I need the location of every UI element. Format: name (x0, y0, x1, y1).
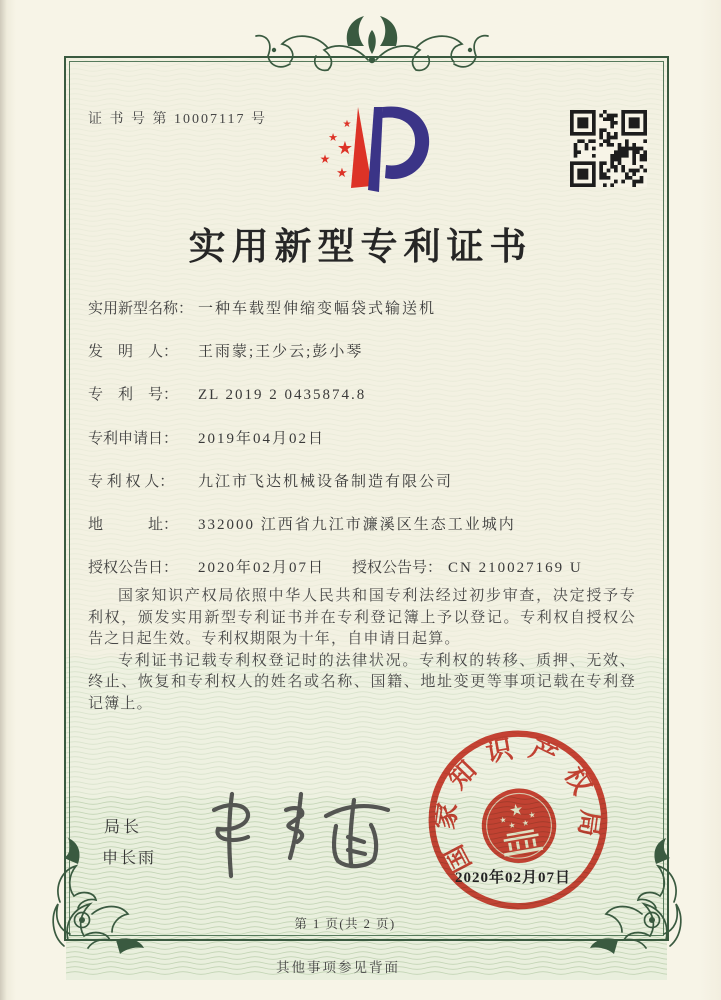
field-row-patentee (88, 470, 648, 513)
svg-text:★: ★ (336, 138, 354, 159)
field-row-name (88, 297, 648, 340)
logo-p-stem (368, 107, 383, 192)
field-label: 实用新型名称： (88, 301, 194, 317)
svg-text:★: ★ (507, 820, 517, 831)
seal-date: 2020年02月07日 (454, 870, 571, 886)
director-signature (198, 782, 403, 882)
field-label: 发 明 人： (88, 344, 179, 361)
grant-date-value: 2020年02月07日 (198, 560, 326, 577)
director-title: 局长 (104, 819, 143, 836)
see-reverse-note: 其他事项参见背面 (276, 960, 400, 975)
field-label: 专 利 权 人： (88, 473, 175, 490)
field-value: 王雨蒙;王少云;彭小琴 (198, 344, 364, 361)
field-value: ZL 2019 2 0435874.8 (198, 387, 367, 404)
top-border-ornament (256, 16, 488, 70)
field-label: 专利申请日： (88, 430, 179, 447)
field-row-filing-date (88, 427, 648, 470)
logo-red-wedge (351, 107, 372, 188)
legal-paragraph-2: 专利证书记载专利权登记时的法律状况。专利权的转移、质押、无效、终止、恢复和专利权人的姓名或名称、国籍、地址变更等事项记载在专利登记簿上。 (88, 652, 636, 712)
field-row-patent-number (88, 383, 648, 426)
seal-agency-text: 国家知识产权局 (429, 731, 607, 878)
svg-text:★: ★ (342, 119, 352, 130)
page-number: 第 1 页(共 2 页) (294, 917, 396, 931)
field-row-address (88, 513, 648, 556)
certificate-number: 证 书 号 第 10007117 号 (88, 112, 267, 127)
field-value: 332000 江西省九江市濂溪区生态工业城内 (198, 516, 516, 533)
qr-code (570, 110, 647, 187)
field-value: 九江市飞达机械设备制造有限公司 (198, 473, 454, 490)
field-label: 专 利 号： (88, 387, 179, 404)
field-label: 地 址： (88, 516, 179, 533)
svg-text:★: ★ (507, 799, 525, 821)
grant-number-value: CN 210027169 U (448, 560, 583, 577)
red-star-icons (320, 119, 353, 181)
grant-number-label: 授权公告号： (352, 560, 443, 577)
official-seal-icon (420, 722, 616, 918)
cnipa-logo (298, 98, 448, 206)
svg-text:★: ★ (498, 815, 508, 826)
field-value: 一种车载型伸缩变幅袋式输送机 (198, 301, 437, 317)
certificate-title: 实用新型专利证书 (188, 227, 533, 268)
svg-text:★: ★ (521, 818, 530, 829)
svg-text:★: ★ (527, 809, 537, 821)
legal-paragraph-1: 国家知识产权局依照中华人民共和国专利法经过初步审查，决定授予专利权，颁发实用新型专利证书并在专利登记簿上予以登记。专利权自授权公告之日起生效。专利权期限为十年，自申请日起算。 (88, 588, 636, 647)
field-value: 2019年04月02日 (198, 430, 326, 447)
logo-p-bowl (382, 106, 429, 179)
svg-text:★: ★ (328, 131, 338, 144)
director-name: 申长雨 (102, 850, 157, 867)
field-rows (88, 297, 648, 599)
field-row-inventors (88, 340, 648, 383)
svg-text:★: ★ (319, 152, 331, 166)
legal-text (88, 586, 636, 715)
grant-date-label: 授权公告日： (88, 560, 179, 577)
svg-text:★: ★ (336, 166, 348, 181)
national-emblem-icon (476, 783, 562, 869)
